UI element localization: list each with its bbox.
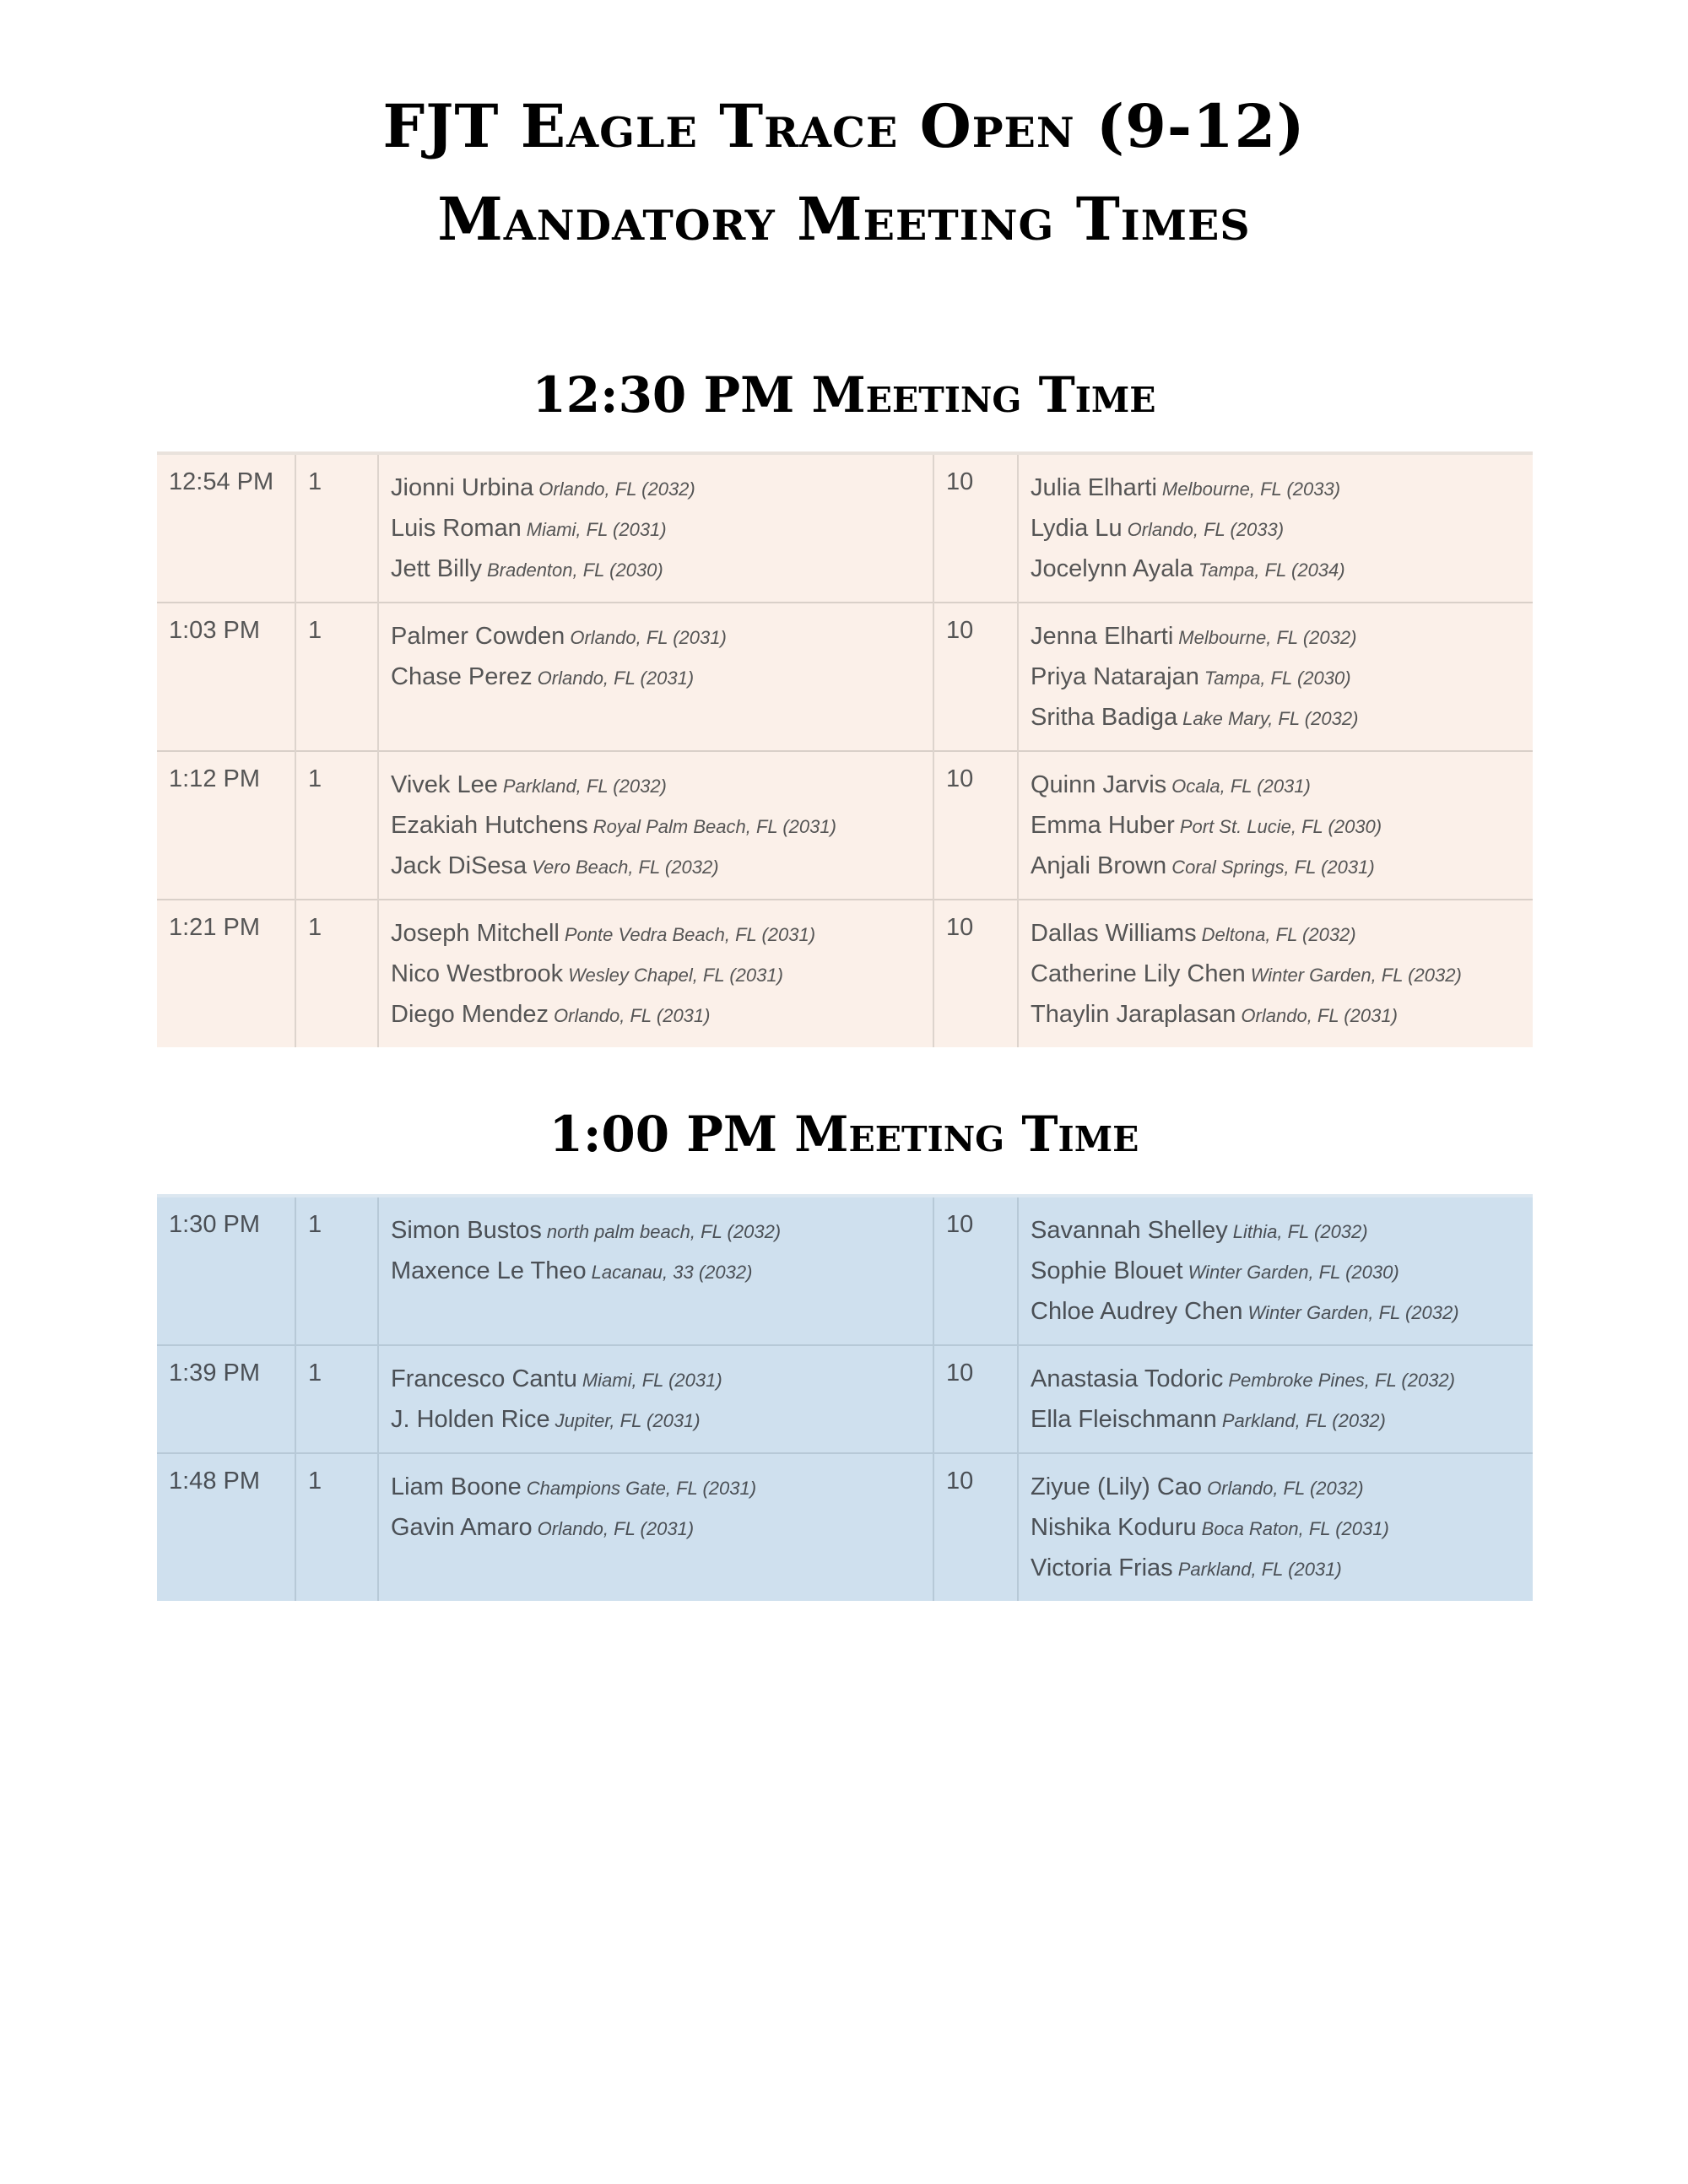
page-subtitle: Mandatory Meeting Times xyxy=(437,184,1251,254)
player-name: Diego Mendez xyxy=(391,1001,549,1028)
table-row xyxy=(157,1196,1533,1345)
player-location: Orlando, FL (2031) xyxy=(554,1005,711,1026)
player-name: Sophie Blouet xyxy=(1031,1257,1183,1284)
section-title-100: 1:00 PM Meeting Time xyxy=(549,1106,1139,1163)
player-group xyxy=(1018,603,1533,751)
player-location: Ponte Vedra Beach, FL (2031) xyxy=(564,924,816,945)
player-location: Bradenton, FL (2030) xyxy=(486,560,663,581)
player-group xyxy=(1018,1196,1533,1345)
player-location: Melbourne, FL (2033) xyxy=(1161,478,1341,500)
player-group xyxy=(1018,453,1533,603)
player-entry xyxy=(391,1508,921,1549)
player-group xyxy=(378,1196,933,1345)
player-location: Pembroke Pines, FL (2032) xyxy=(1228,1370,1455,1391)
player-location: Wesley Chapel, FL (2031) xyxy=(568,965,783,986)
player-location: Lithia, FL (2032) xyxy=(1232,1221,1368,1242)
court-number: 1 xyxy=(295,751,378,900)
match-time: 1:30 PM xyxy=(157,1196,295,1345)
match-time: 12:54 PM xyxy=(157,453,295,603)
player-location: north palm beach, FL (2032) xyxy=(546,1221,782,1242)
match-time: 1:39 PM xyxy=(157,1345,295,1453)
player-location: Jupiter, FL (2031) xyxy=(555,1410,701,1431)
table-row xyxy=(157,453,1533,603)
schedule-table-1230 xyxy=(157,451,1533,1047)
player-entry xyxy=(1031,954,1521,995)
player-name: Anastasia Todoric xyxy=(1031,1365,1224,1392)
court-number: 1 xyxy=(295,1453,378,1601)
player-entry xyxy=(391,1251,921,1292)
player-name: Liam Boone xyxy=(391,1473,522,1500)
match-time: 1:21 PM xyxy=(157,900,295,1047)
player-group xyxy=(378,1345,933,1453)
player-location: Melbourne, FL (2032) xyxy=(1178,627,1357,648)
section-title-1230: 12:30 PM Meeting Time xyxy=(532,366,1156,424)
court-number: 10 xyxy=(933,751,1018,900)
court-number: 1 xyxy=(295,453,378,603)
court-number: 10 xyxy=(933,900,1018,1047)
player-location: Champions Gate, FL (2031) xyxy=(526,1478,757,1499)
player-location: Orlando, FL (2031) xyxy=(537,1518,695,1539)
player-entry xyxy=(1031,846,1521,887)
player-entry xyxy=(391,1211,921,1251)
player-location: Winter Garden, FL (2030) xyxy=(1188,1262,1399,1283)
court-number: 10 xyxy=(933,1453,1018,1601)
player-name: Jenna Elharti xyxy=(1031,623,1174,650)
player-name: Ezakiah Hutchens xyxy=(391,812,588,839)
player-name: Jocelynn Ayala xyxy=(1031,555,1193,582)
schedule-table-100 xyxy=(157,1194,1533,1601)
player-name: Ella Fleischmann xyxy=(1031,1406,1217,1433)
player-location: Winter Garden, FL (2032) xyxy=(1247,1302,1459,1323)
player-entry xyxy=(1031,509,1521,549)
player-entry xyxy=(1031,1549,1521,1589)
court-number: 10 xyxy=(933,1345,1018,1453)
player-name: Anjali Brown xyxy=(1031,852,1167,879)
player-entry xyxy=(391,617,921,657)
player-entry xyxy=(391,765,921,806)
player-name: Priya Natarajan xyxy=(1031,663,1199,690)
player-location: Orlando, FL (2031) xyxy=(537,668,695,689)
match-time: 1:12 PM xyxy=(157,751,295,900)
player-name: Chase Perez xyxy=(391,663,533,690)
player-group xyxy=(1018,751,1533,900)
table-row xyxy=(157,603,1533,751)
court-number: 1 xyxy=(295,1196,378,1345)
match-time: 1:03 PM xyxy=(157,603,295,751)
player-entry xyxy=(1031,1508,1521,1549)
table-row xyxy=(157,900,1533,1047)
player-group xyxy=(378,1453,933,1601)
player-entry xyxy=(391,549,921,590)
player-group xyxy=(378,900,933,1047)
player-name: Maxence Le Theo xyxy=(391,1257,587,1284)
player-name: Lydia Lu xyxy=(1031,515,1123,542)
player-location: Ocala, FL (2031) xyxy=(1171,776,1311,797)
player-name: Dallas Williams xyxy=(1031,920,1197,947)
player-entry xyxy=(1031,1251,1521,1292)
player-location: Coral Springs, FL (2031) xyxy=(1171,857,1375,878)
page-title: FJT Eagle Trace Open (9-12) xyxy=(382,91,1306,161)
player-name: Joseph Mitchell xyxy=(391,920,560,947)
player-location: Deltona, FL (2032) xyxy=(1201,924,1356,945)
player-name: Jack DiSesa xyxy=(391,852,528,879)
player-entry xyxy=(1031,698,1521,738)
player-entry xyxy=(1031,1360,1521,1400)
player-name: Jett Billy xyxy=(391,555,482,582)
player-entry xyxy=(1031,1400,1521,1441)
player-entry xyxy=(1031,806,1521,846)
court-number: 1 xyxy=(295,900,378,1047)
player-location: Winter Garden, FL (2032) xyxy=(1250,965,1462,986)
player-location: Vero Beach, FL (2032) xyxy=(532,857,719,878)
player-name: Simon Bustos xyxy=(391,1217,542,1244)
player-entry xyxy=(1031,1468,1521,1508)
player-location: Orlando, FL (2031) xyxy=(1241,1005,1398,1026)
player-name: Victoria Frias xyxy=(1031,1554,1173,1581)
player-entry xyxy=(1031,765,1521,806)
player-entry xyxy=(391,995,921,1035)
player-group xyxy=(378,751,933,900)
player-location: Parkland, FL (2031) xyxy=(1177,1559,1342,1580)
player-location: Royal Palm Beach, FL (2031) xyxy=(592,816,836,837)
player-location: Miami, FL (2031) xyxy=(526,519,667,540)
player-entry xyxy=(391,509,921,549)
player-entry xyxy=(1031,1211,1521,1251)
player-name: Julia Elharti xyxy=(1031,474,1157,501)
player-location: Lacanau, 33 (2032) xyxy=(591,1262,753,1283)
player-name: Nico Westbrook xyxy=(391,960,564,987)
player-group xyxy=(1018,900,1533,1047)
player-location: Parkland, FL (2032) xyxy=(1221,1410,1386,1431)
player-location: Tampa, FL (2030) xyxy=(1204,668,1351,689)
player-name: Nishika Koduru xyxy=(1031,1514,1197,1541)
court-number: 10 xyxy=(933,603,1018,751)
player-entry xyxy=(1031,914,1521,954)
court-number: 10 xyxy=(933,1196,1018,1345)
player-name: Thaylin Jaraplasan xyxy=(1031,1001,1236,1028)
player-entry xyxy=(1031,617,1521,657)
player-location: Miami, FL (2031) xyxy=(582,1370,722,1391)
player-name: Luis Roman xyxy=(391,515,522,542)
player-entry xyxy=(391,657,921,698)
court-number: 1 xyxy=(295,603,378,751)
player-group xyxy=(1018,1345,1533,1453)
player-name: Ziyue (Lily) Cao xyxy=(1031,1473,1203,1500)
player-name: Jionni Urbina xyxy=(391,474,534,501)
table-row xyxy=(157,1453,1533,1601)
player-location: Lake Mary, FL (2032) xyxy=(1182,708,1359,729)
player-entry xyxy=(391,1400,921,1441)
player-entry xyxy=(391,468,921,509)
player-name: Vivek Lee xyxy=(391,771,498,798)
player-entry xyxy=(1031,657,1521,698)
player-location: Parkland, FL (2032) xyxy=(502,776,667,797)
player-name: Palmer Cowden xyxy=(391,623,565,650)
player-group xyxy=(378,603,933,751)
player-entry xyxy=(1031,1292,1521,1333)
player-name: Catherine Lily Chen xyxy=(1031,960,1246,987)
player-name: Savannah Shelley xyxy=(1031,1217,1228,1244)
player-name: Emma Huber xyxy=(1031,812,1175,839)
player-entry xyxy=(391,914,921,954)
player-entry xyxy=(391,954,921,995)
player-entry xyxy=(391,846,921,887)
player-group xyxy=(378,453,933,603)
player-location: Orlando, FL (2031) xyxy=(570,627,727,648)
player-name: Quinn Jarvis xyxy=(1031,771,1167,798)
table-row xyxy=(157,1345,1533,1453)
player-entry xyxy=(1031,468,1521,509)
player-entry xyxy=(1031,995,1521,1035)
player-location: Orlando, FL (2032) xyxy=(538,478,695,500)
player-location: Boca Raton, FL (2031) xyxy=(1201,1518,1389,1539)
player-name: Sritha Badiga xyxy=(1031,704,1178,731)
player-name: Gavin Amaro xyxy=(391,1514,533,1541)
court-number: 1 xyxy=(295,1345,378,1453)
court-number: 10 xyxy=(933,453,1018,603)
match-time: 1:48 PM xyxy=(157,1453,295,1601)
player-location: Port St. Lucie, FL (2030) xyxy=(1179,816,1382,837)
player-name: Francesco Cantu xyxy=(391,1365,577,1392)
player-location: Orlando, FL (2033) xyxy=(1127,519,1285,540)
player-name: Chloe Audrey Chen xyxy=(1031,1298,1243,1325)
player-group xyxy=(1018,1453,1533,1601)
player-name: J. Holden Rice xyxy=(391,1406,550,1433)
player-entry xyxy=(391,1468,921,1508)
player-entry xyxy=(391,1360,921,1400)
player-entry xyxy=(391,806,921,846)
table-row xyxy=(157,751,1533,900)
player-location: Tampa, FL (2034) xyxy=(1198,560,1345,581)
player-location: Orlando, FL (2032) xyxy=(1207,1478,1364,1499)
player-entry xyxy=(1031,549,1521,590)
